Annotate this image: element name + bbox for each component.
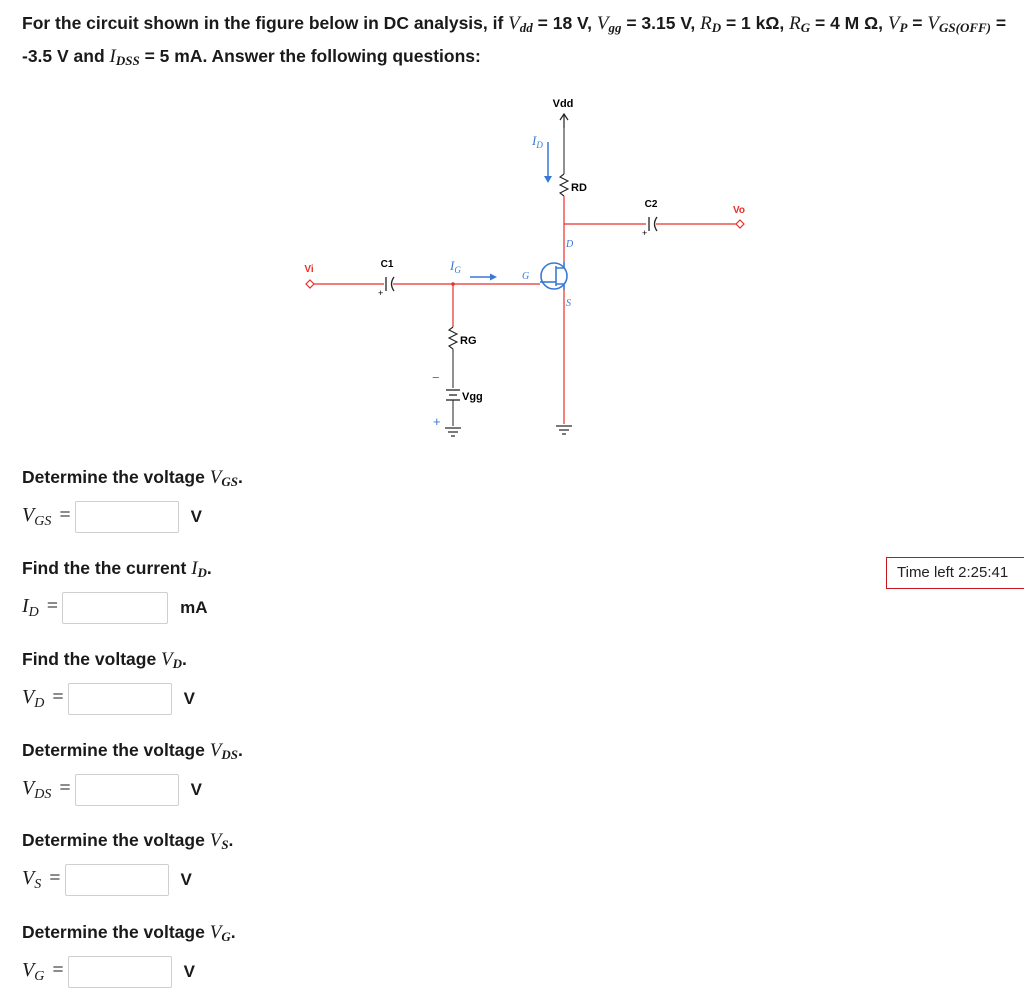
- vds-unit: V: [190, 780, 202, 799]
- prompt-subscript: GS: [221, 474, 238, 489]
- vo-label: Vo: [732, 205, 746, 216]
- rg-subscript: G: [800, 20, 811, 35]
- lhs-subscript: D: [34, 696, 45, 711]
- prompt-subscript: DS: [221, 747, 238, 762]
- drain-pin-label: D: [566, 239, 574, 250]
- rg-resistor: [449, 327, 457, 349]
- c2-label: C2: [644, 199, 658, 210]
- lhs-equals: =: [46, 595, 59, 617]
- jfet-body: [541, 263, 567, 289]
- rd-value: = 1 kΩ,: [721, 13, 790, 33]
- prompt-end: .: [228, 830, 234, 850]
- lhs-symbol: V: [22, 686, 35, 708]
- lhs-equals: =: [59, 504, 71, 526]
- id-label: $I_D$: [532, 133, 543, 150]
- vd-answer-input[interactable]: [68, 683, 172, 715]
- vgg-plus: +: [433, 414, 441, 429]
- answer-lhs-vd: [22, 686, 68, 712]
- question-vd: [22, 645, 195, 717]
- id-unit: mA: [180, 598, 208, 617]
- time-left-badge: Time left 2:25:41: [886, 557, 1024, 589]
- answer-lhs-vg: [22, 959, 68, 985]
- lhs-equals: =: [52, 686, 64, 708]
- vs-unit: V: [180, 870, 192, 889]
- question-vd-prompt: [22, 645, 195, 673]
- problem-statement: [22, 9, 1012, 75]
- vgg-label: Vgg: [462, 391, 483, 403]
- c1-plus: +: [378, 288, 384, 298]
- prompt-text: Determine the voltage: [22, 922, 210, 942]
- lhs-symbol: V: [22, 504, 35, 526]
- question-vg-prompt: [22, 918, 236, 946]
- prompt-end: .: [237, 467, 243, 487]
- ig-label: $I_G$: [450, 258, 461, 275]
- question-id: [22, 554, 212, 626]
- c1-label: C1: [380, 259, 394, 270]
- vgs-unit: V: [190, 507, 202, 526]
- lhs-symbol: I: [22, 595, 29, 617]
- prompt-text: Find the voltage: [22, 649, 162, 669]
- answer-lhs-vds: [22, 777, 75, 803]
- prompt-symbol: V: [209, 740, 222, 761]
- lhs-symbol: V: [22, 959, 35, 981]
- prompt-subscript: D: [197, 565, 207, 580]
- lhs-equals: =: [52, 959, 64, 981]
- lhs-equals: =: [59, 777, 71, 799]
- lhs-subscript: D: [28, 605, 39, 620]
- question-id-prompt: [22, 554, 212, 582]
- vp-equals: =: [907, 13, 928, 33]
- vgg-subscript: gg: [608, 20, 622, 35]
- prompt-symbol: V: [209, 467, 222, 488]
- question-vds: [22, 736, 243, 808]
- vdd-subscript: dd: [519, 20, 533, 35]
- prompt-end: .: [230, 922, 236, 942]
- answer-lhs-vs: [22, 867, 65, 893]
- vg-unit: V: [183, 962, 195, 981]
- prompt-text: Find the the current: [22, 558, 192, 578]
- rd-subscript: D: [711, 20, 722, 35]
- answer-row-vg: [22, 954, 236, 990]
- problem-intro: For the circuit shown in the figure below in DC analysis, if: [22, 13, 509, 33]
- id-answer-input[interactable]: [62, 592, 168, 624]
- answer-row-vds: [22, 772, 243, 808]
- question-vs: [22, 826, 233, 898]
- lhs-symbol: V: [22, 777, 35, 799]
- rg-label: RG: [460, 335, 477, 347]
- rg-value: = 4 M Ω,: [810, 13, 888, 33]
- vgsoff-subscript: GS(OFF): [939, 20, 992, 35]
- vo-terminal: [736, 220, 744, 228]
- idss-subscript: DSS: [115, 53, 140, 68]
- answer-row-vd: [22, 681, 195, 717]
- prompt-text: Determine the voltage: [22, 740, 210, 760]
- lhs-subscript: S: [34, 877, 42, 892]
- question-vs-prompt: [22, 826, 233, 854]
- rd-symbol: R: [700, 13, 712, 34]
- vs-answer-input[interactable]: [65, 864, 169, 896]
- answer-row-id: [22, 590, 212, 626]
- question-vds-prompt: [22, 736, 243, 764]
- vg-answer-input[interactable]: [68, 956, 172, 988]
- vp-symbol: V: [887, 13, 900, 34]
- circuit-diagram: [290, 90, 770, 450]
- rg-symbol: R: [789, 13, 801, 34]
- vdd-symbol: V: [508, 13, 520, 34]
- prompt-symbol: V: [209, 830, 222, 851]
- prompt-end: .: [182, 649, 187, 669]
- prompt-symbol: I: [191, 558, 198, 579]
- prompt-text: Determine the voltage: [22, 467, 210, 487]
- answer-lhs-id: [22, 595, 62, 621]
- idss-symbol: I: [109, 46, 116, 67]
- vds-answer-input[interactable]: [75, 774, 179, 806]
- vgg-minus: −: [432, 370, 440, 385]
- vgg-value: = 3.15 V,: [621, 13, 701, 33]
- gate-pin-label: G: [522, 271, 530, 282]
- answer-row-vgs: [22, 499, 243, 535]
- vdd-label: Vdd: [552, 98, 574, 110]
- answer-row-vs: [22, 862, 233, 898]
- prompt-subscript: G: [221, 929, 231, 944]
- vp-subscript: P: [899, 20, 908, 35]
- idss-value: = 5 mA. Answer the following questions:: [139, 46, 481, 66]
- lhs-subscript: G: [34, 969, 45, 984]
- prompt-text: Determine the voltage: [22, 830, 210, 850]
- prompt-end: .: [237, 740, 243, 760]
- prompt-end: .: [206, 558, 212, 578]
- prompt-subscript: S: [221, 837, 229, 852]
- question-vgs-prompt: [22, 463, 243, 491]
- rd-label: RD: [571, 182, 587, 194]
- lhs-subscript: GS: [34, 514, 52, 529]
- vp-value: = -3.5 V and: [22, 13, 1007, 66]
- question-vg: [22, 918, 236, 990]
- id-arrow-head: [544, 176, 552, 183]
- vgs-answer-input[interactable]: [75, 501, 179, 533]
- rd-resistor: [560, 174, 568, 196]
- vi-terminal: [306, 280, 314, 288]
- vd-unit: V: [183, 689, 195, 708]
- prompt-subscript: D: [172, 656, 183, 671]
- answer-lhs-vgs: [22, 504, 75, 530]
- question-vgs: [22, 463, 243, 535]
- lhs-subscript: DS: [34, 787, 52, 802]
- vdd-value: = 18 V,: [532, 13, 597, 33]
- vi-label: Vi: [304, 264, 314, 275]
- lhs-symbol: V: [22, 867, 35, 889]
- vgsoff-symbol: V: [927, 13, 939, 34]
- source-pin-label: S: [566, 298, 571, 309]
- vgg-symbol: V: [596, 13, 609, 34]
- prompt-symbol: V: [161, 649, 173, 670]
- ig-arrow-head: [490, 274, 497, 281]
- c2-plus: +: [642, 228, 648, 238]
- prompt-symbol: V: [209, 922, 222, 943]
- lhs-equals: =: [49, 867, 61, 889]
